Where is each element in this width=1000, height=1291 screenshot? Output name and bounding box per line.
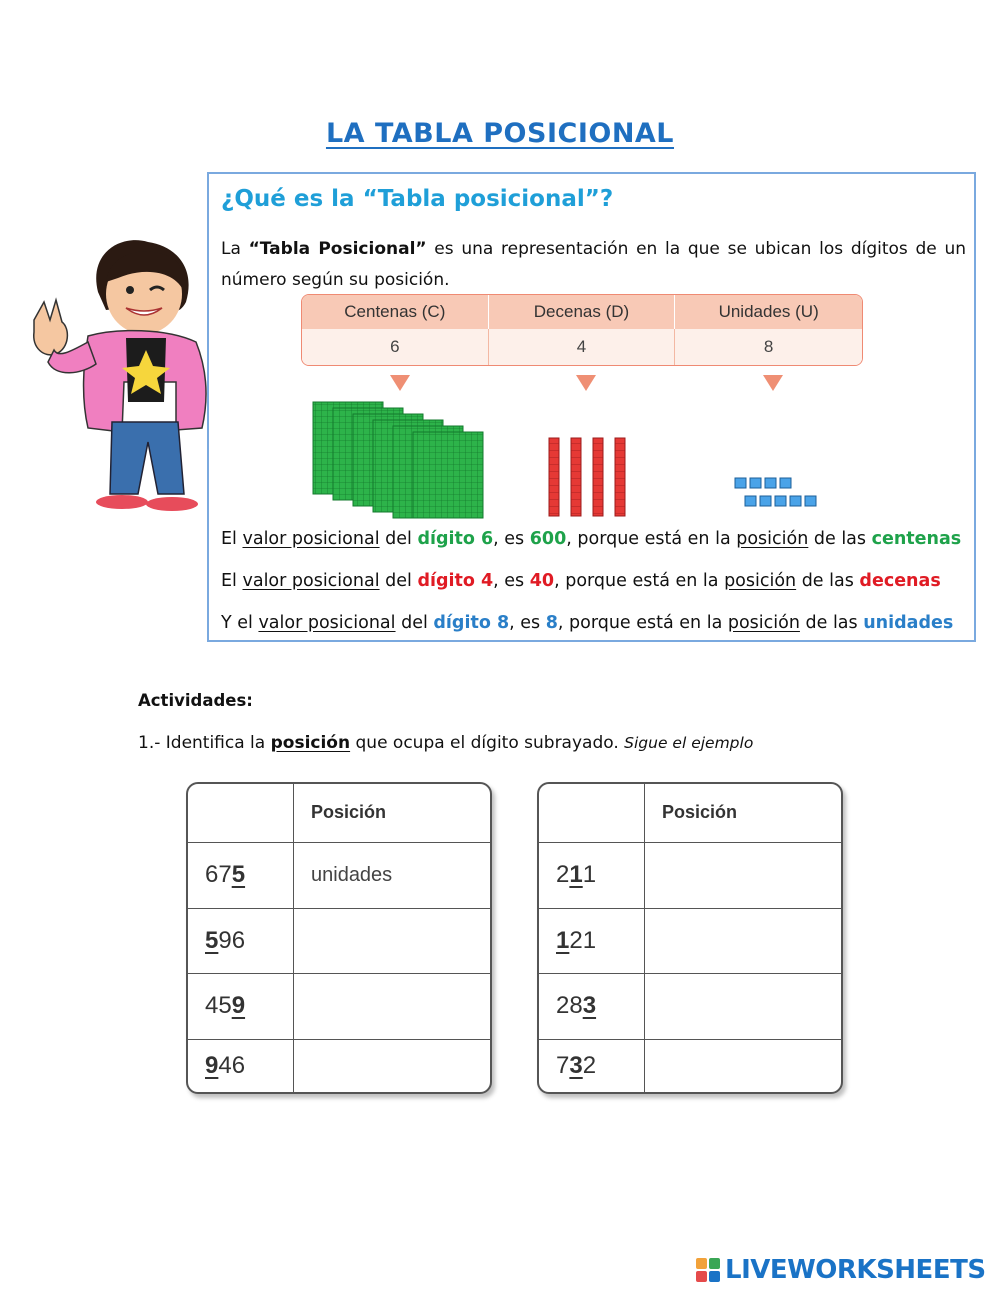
text: unidades [863,613,954,633]
text: Sigue el ejemplo [624,734,754,752]
digit-centenas: 6 [302,329,489,365]
tens-rods-image [547,436,637,518]
page-title: LA TABLA POSICIONAL [325,118,675,149]
text: , porque está en la [566,529,737,549]
answer-field[interactable]: unidades [294,842,491,908]
number-cell: 121 [539,908,645,973]
logo-icon [696,1258,720,1282]
number-cell: 732 [539,1039,645,1092]
text: , porque está en la [557,613,728,633]
arrow-down-icon [576,375,596,391]
number-cell: 283 [539,973,645,1039]
text: del [379,571,418,591]
text: 40 [529,571,555,591]
answer-field[interactable] [645,842,842,908]
activity-instruction [138,733,753,753]
hundreds-blocks-image [309,398,489,520]
text: Y el [221,613,259,633]
text: El [221,529,243,549]
intro-bold: “Tabla Posicional” [248,239,427,259]
info-heading: ¿Qué es la “Tabla posicional”? [221,186,614,212]
answer-field[interactable] [294,973,491,1039]
place-value-table [301,294,863,366]
sentence-centenas [221,529,961,549]
text: 8 [545,613,558,633]
corner-cell [539,784,645,842]
number-cell: 596 [188,908,294,973]
column-header-decenas: Decenas (D) [489,295,676,329]
text: valor posicional [258,613,396,633]
info-box [207,172,976,642]
cartoon-character [26,232,212,522]
text: , es [509,613,546,633]
intro-rest: es una representación en la que se ubican los dígitos de un número según su posición. [221,239,966,290]
sentence-decenas [221,571,941,591]
number-cell: 675 [188,842,294,908]
number-cell: 211 [539,842,645,908]
unit-cubes-image [731,474,821,514]
column-header-centenas: Centenas (C) [302,295,489,329]
digit-decenas: 4 [489,329,676,365]
text: dígito 8 [433,613,510,633]
position-header: Posición [294,784,491,842]
text: 600 [529,529,567,549]
logo-text: LIVEWORKSHEETS [725,1255,986,1285]
number-cell: 459 [188,973,294,1039]
corner-cell [188,784,294,842]
worksheet-table-left [186,782,492,1094]
liveworksheets-logo [696,1255,986,1285]
text: posición [724,571,797,591]
answer-field[interactable] [294,908,491,973]
text: de las [808,529,872,549]
arrow-down-icon [390,375,410,391]
text: posición [727,613,800,633]
text: de las [796,571,860,591]
text: , porque está en la [554,571,725,591]
arrow-down-icon [763,375,783,391]
answer-field[interactable] [645,908,842,973]
text: centenas [871,529,962,549]
text: El [221,571,243,591]
text: 1.- Identifica la [138,733,271,753]
text: que ocupa el dígito subrayado. [350,733,625,753]
text: posición [736,529,809,549]
position-header: Posición [645,784,842,842]
worksheet-table-right [537,782,843,1094]
text: posición [270,733,351,753]
text: dígito 4 [417,571,494,591]
answer-field[interactable] [645,973,842,1039]
text: decenas [859,571,941,591]
text: del [379,529,418,549]
text: , es [493,529,530,549]
intro-prefix: La [221,239,249,259]
digit-unidades: 8 [675,329,862,365]
info-intro [221,234,966,296]
text: valor posicional [242,529,380,549]
column-header-unidades: Unidades (U) [675,295,862,329]
answer-field[interactable] [294,1039,491,1092]
text: , es [493,571,530,591]
text: dígito 6 [417,529,494,549]
text: del [395,613,434,633]
answer-field[interactable] [645,1039,842,1092]
number-cell: 946 [188,1039,294,1092]
text: valor posicional [242,571,380,591]
text: de las [799,613,864,633]
activities-title: Actividades: [138,691,253,710]
sentence-unidades [221,613,953,633]
